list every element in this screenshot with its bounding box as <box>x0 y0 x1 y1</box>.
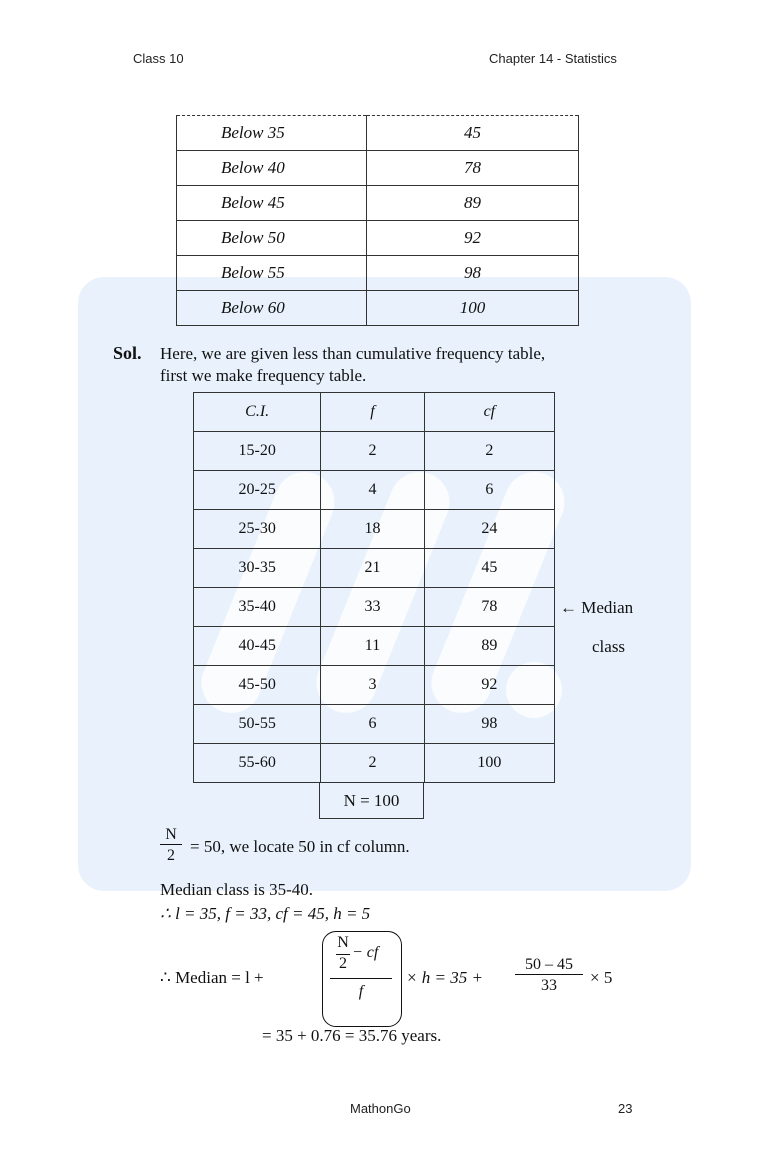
times-h: × h = 35 + <box>406 968 483 987</box>
t2-cell: 6 <box>321 705 424 744</box>
inner-cf: − cf <box>352 944 379 961</box>
t2-cell: 78 <box>424 588 554 627</box>
t2-cell: 18 <box>321 510 424 549</box>
cumulative-table <box>176 115 579 326</box>
t2-cell: 6 <box>424 471 554 510</box>
t2-cell: 24 <box>424 510 554 549</box>
t1-cell: 78 <box>367 151 579 186</box>
t2-cell: 30-35 <box>194 549 321 588</box>
t1-cell: Below 40 <box>177 151 367 186</box>
frac2-num: 50 – 45 <box>525 956 573 973</box>
footer-brand: MathonGo <box>350 1101 411 1116</box>
values-line: ∴ l = 35, f = 33, cf = 45, h = 5 <box>160 904 371 923</box>
median-class-arrow: ← Median <box>560 598 634 617</box>
t1-cell: 92 <box>367 221 579 256</box>
t1-cell: Below 55 <box>177 256 367 291</box>
sol-line2: first we make frequency table. <box>160 366 367 385</box>
locate-text: = 50, we locate 50 in cf column. <box>190 837 410 856</box>
t2-cell: 35-40 <box>194 588 321 627</box>
t1-cell: 98 <box>367 256 579 291</box>
t1-cell: Below 50 <box>177 221 367 256</box>
n-over-2-den: 2 <box>160 844 182 865</box>
median-class-label: class <box>592 637 626 656</box>
t2-cell: 50-55 <box>194 705 321 744</box>
n-over-2 <box>160 826 182 865</box>
t2-cell: 45 <box>424 549 554 588</box>
t2-header-ci: C.I. <box>194 393 321 432</box>
t2-header-cf: cf <box>424 393 554 432</box>
t2-cell: 25-30 <box>194 510 321 549</box>
t1-cell: Below 35 <box>177 116 367 151</box>
t2-cell: 21 <box>321 549 424 588</box>
frequency-table <box>193 392 555 783</box>
t2-cell: 20-25 <box>194 471 321 510</box>
inner-numerator <box>330 934 392 978</box>
second-fraction <box>515 956 583 995</box>
t2-cell: 98 <box>424 705 554 744</box>
total-n: N = 100 <box>319 783 424 819</box>
t1-cell: 100 <box>367 291 579 326</box>
inner-fraction <box>330 934 392 1001</box>
sol-label: Sol. <box>113 343 142 363</box>
t2-cell: 2 <box>321 744 424 783</box>
t2-cell: 92 <box>424 666 554 705</box>
t2-cell: 11 <box>321 627 424 666</box>
t2-cell: 45-50 <box>194 666 321 705</box>
t1-cell: 45 <box>367 116 579 151</box>
t2-cell: 2 <box>321 432 424 471</box>
result-line: = 35 + 0.76 = 35.76 years. <box>262 1026 442 1045</box>
frac2-den: 33 <box>515 974 583 995</box>
t2-cell: 55-60 <box>194 744 321 783</box>
t2-cell: 15-20 <box>194 432 321 471</box>
t1-cell: 89 <box>367 186 579 221</box>
t2-cell: 89 <box>424 627 554 666</box>
t2-cell: 33 <box>321 588 424 627</box>
median-class-statement: Median class is 35-40. <box>160 880 313 899</box>
t2-cell: 2 <box>424 432 554 471</box>
t2-cell: 4 <box>321 471 424 510</box>
t1-cell: Below 60 <box>177 291 367 326</box>
t2-cell: 100 <box>424 744 554 783</box>
t2-header-f: f <box>321 393 424 432</box>
inner-denominator: f <box>330 978 392 1001</box>
n-over-2-num: N <box>165 826 177 843</box>
t1-cell: Below 45 <box>177 186 367 221</box>
header-chapter: Chapter 14 - Statistics <box>489 51 617 66</box>
page-number: 23 <box>618 1101 633 1116</box>
sol-line1: Here, we are given less than cumulative frequency table, <box>160 344 546 363</box>
t2-cell: 3 <box>321 666 424 705</box>
header-class: Class 10 <box>133 51 184 66</box>
inner-n: N <box>337 934 349 951</box>
t2-cell: 40-45 <box>194 627 321 666</box>
inner-2: 2 <box>336 954 350 973</box>
median-prefix: ∴ Median = l + <box>160 968 264 987</box>
times-5: × 5 <box>590 968 613 987</box>
